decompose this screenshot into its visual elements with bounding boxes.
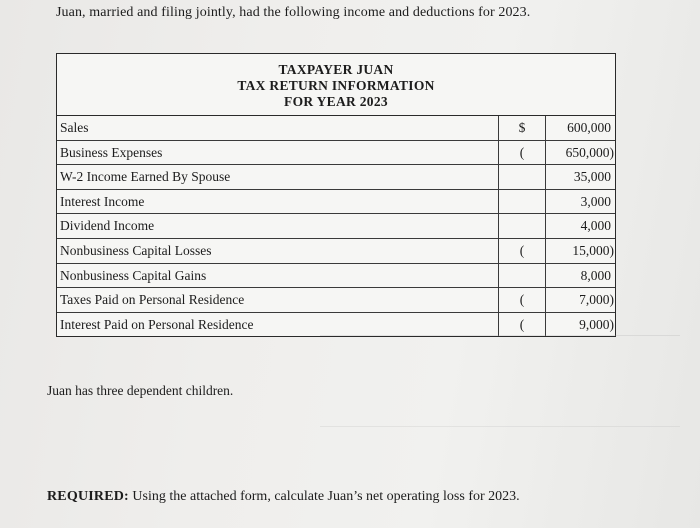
background-faint-lines [320, 335, 680, 427]
row-amount: 4,000 [580, 218, 611, 234]
row-amount: 9,000) [579, 316, 614, 332]
table-row [57, 116, 615, 141]
table-row [57, 264, 615, 289]
row-amount: 8,000 [580, 267, 611, 283]
required-text: Using the attached form, calculate Juan’s net operating loss for 2023. [128, 489, 520, 504]
row-sign [499, 264, 546, 288]
table-row [57, 313, 615, 337]
row-sign: ( [499, 141, 546, 165]
row-amount: 15,000) [572, 242, 614, 258]
required-instruction [47, 489, 520, 505]
row-amount: 3,000 [580, 193, 611, 209]
title-line: TAXPAYER JUAN [278, 62, 394, 77]
row-amount: 35,000 [573, 169, 611, 185]
row-label: Dividend Income [57, 214, 499, 238]
row-label: Interest Income [57, 190, 499, 214]
row-label: Interest Paid on Personal Residence [57, 313, 499, 337]
required-label: REQUIRED: [47, 489, 129, 504]
row-label: Nonbusiness Capital Losses [57, 239, 499, 263]
row-sign: ( [499, 239, 546, 263]
row-sign: $ [499, 116, 546, 140]
table-title [57, 54, 615, 116]
dependents-note: Juan has three dependent children. [47, 383, 234, 398]
row-sign: ( [499, 288, 546, 312]
table-row [57, 141, 615, 166]
row-sign: ( [499, 313, 546, 337]
row-label: W-2 Income Earned By Spouse [57, 165, 499, 189]
table-row [57, 190, 615, 215]
row-label: Taxes Paid on Personal Residence [57, 288, 499, 312]
tax-info-table [56, 53, 616, 337]
table-row [57, 165, 615, 190]
row-label: Sales [57, 116, 499, 140]
row-amount: 650,000) [565, 144, 614, 160]
row-sign [499, 214, 546, 238]
row-label: Business Expenses [57, 141, 499, 165]
row-amount: 7,000) [579, 292, 614, 308]
row-sign [499, 165, 546, 189]
table-row [57, 214, 615, 239]
row-sign [499, 190, 546, 214]
row-amount: 600,000 [567, 120, 611, 135]
title-line: FOR YEAR 2023 [284, 94, 388, 109]
table-row [57, 288, 615, 313]
row-label: Nonbusiness Capital Gains [57, 264, 499, 288]
title-line: TAX RETURN INFORMATION [237, 78, 435, 93]
intro-text: Juan, married and filing jointly, had the following income and deductions for 2023. [56, 5, 531, 20]
table-row [57, 239, 615, 264]
